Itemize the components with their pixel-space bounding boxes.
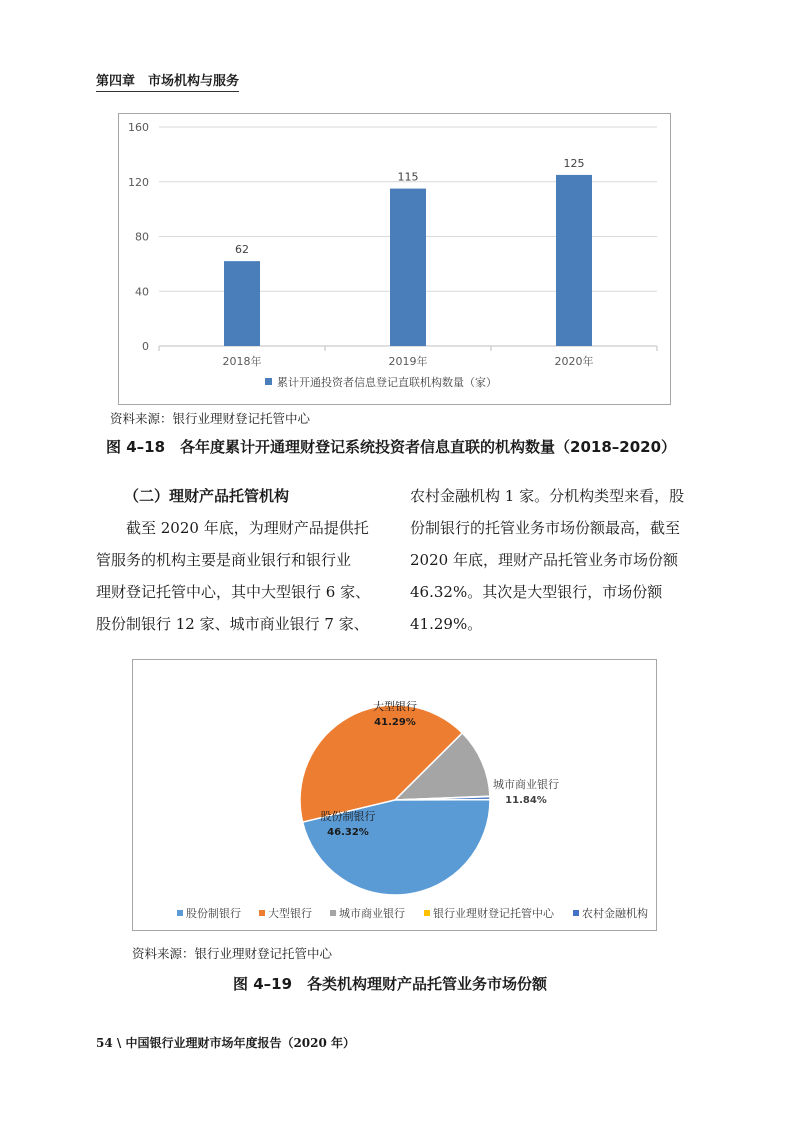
y-tick-label: 120 (128, 175, 149, 189)
pie-slice-percent: 11.84% (505, 795, 547, 806)
text-right-column (410, 480, 705, 640)
y-tick-label: 40 (135, 285, 149, 299)
legend-label: 大型银行 (268, 907, 312, 920)
pie-slice-label: 大型银行 (373, 700, 417, 713)
bar (224, 261, 260, 346)
pie-slice-percent: 41.29% (374, 717, 416, 728)
paragraph-line: 截至 2020 年底，为理财产品提供托 (126, 519, 369, 537)
bar (390, 189, 426, 346)
legend-label: 股份制银行 (186, 907, 241, 920)
legend-swatch (265, 378, 272, 385)
paragraph-line: 46.32%。其次是大型银行，市场份额 (410, 583, 663, 601)
paragraph-line: 41.29%。 (410, 615, 483, 633)
legend-swatch (424, 910, 430, 916)
text-left-column (96, 480, 386, 640)
bar-chart-frame (118, 113, 671, 405)
pie-chart (133, 660, 656, 930)
x-tick-label: 2020年 (554, 355, 594, 368)
y-tick-label: 80 (135, 230, 149, 244)
bar-data-label: 125 (563, 156, 585, 170)
bar-chart (119, 114, 670, 404)
bar (556, 175, 592, 346)
pie-slice-label: 股份制银行 (320, 810, 376, 823)
bar-data-label: 62 (235, 243, 249, 257)
page-footer: 54 \ 中国银行业理财市场年度报告（2020 年） (96, 1036, 356, 1050)
x-tick-label: 2019年 (388, 355, 428, 368)
x-tick-label: 2018年 (222, 355, 262, 368)
paragraph-line: 2020 年底，理财产品托管业务市场份额 (410, 551, 678, 569)
legend-swatch (177, 910, 183, 916)
pie-chart-frame (132, 659, 657, 931)
paragraph-line: 股份制银行 12 家、城市商业银行 7 家、 (96, 615, 369, 633)
paragraph-line: 理财登记托管中心，其中大型银行 6 家、 (96, 583, 371, 601)
paragraph-line: 管服务的机构主要是商业银行和银行业 (96, 551, 352, 569)
y-tick-label: 0 (142, 340, 149, 353)
section-heading: （二）理财产品托管机构 (124, 487, 290, 505)
pie-slice-label: 城市商业银行 (493, 778, 559, 791)
legend-swatch (573, 910, 579, 916)
bar-data-label: 115 (397, 170, 419, 184)
y-tick-label: 160 (128, 121, 149, 134)
legend-label: 农村金融机构 (582, 907, 648, 920)
fig18-caption: 图 4–18 各年度累计开通理财登记系统投资者信息直联的机构数量（2018–2020） (106, 438, 677, 456)
pie-slice-percent: 46.32% (327, 827, 369, 838)
chapter-header: 第四章 市场机构与服务 (96, 70, 239, 92)
legend-label: 累计开通投资者信息登记直联机构数量（家） (277, 376, 497, 389)
paragraph-line: 份制银行的托管业务市场份额最高，截至 (410, 519, 681, 537)
legend-label: 城市商业银行 (339, 907, 405, 920)
legend-label: 银行业理财登记托管中心 (433, 907, 554, 920)
legend-swatch (259, 910, 265, 916)
legend-swatch (330, 910, 336, 916)
fig18-source: 资料来源：银行业理财登记托管中心 (110, 411, 311, 426)
paragraph-line: 农村金融机构 1 家。分机构类型来看，股 (410, 487, 685, 505)
fig19-caption: 图 4–19 各类机构理财产品托管业务市场份额 (233, 975, 548, 993)
fig19-source: 资料来源：银行业理财登记托管中心 (132, 946, 333, 961)
